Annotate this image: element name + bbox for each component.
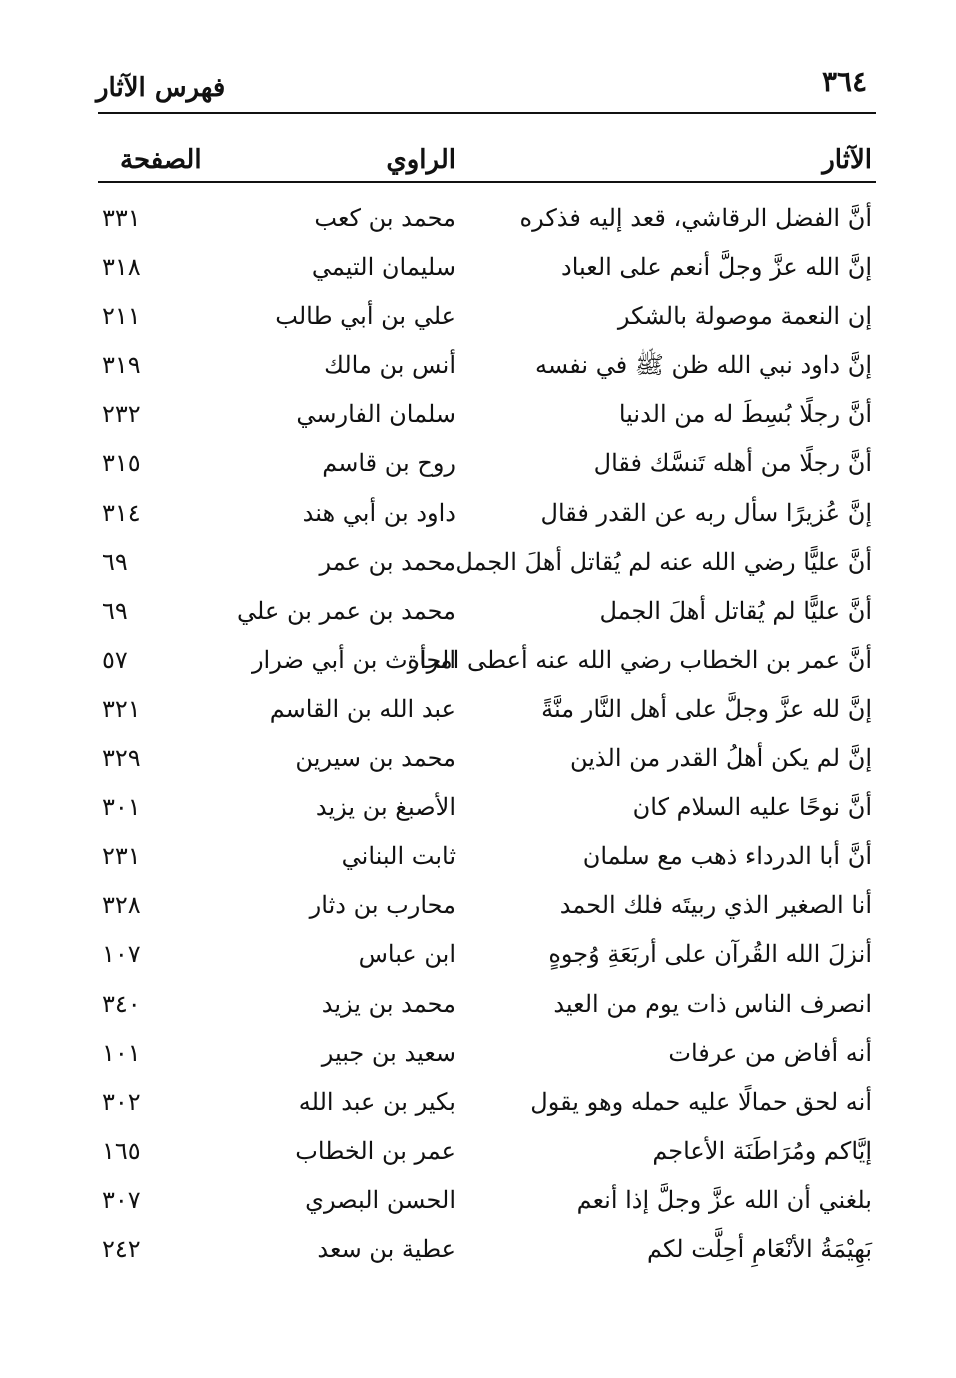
rawi-name: عبد الله بن القاسم: [269, 694, 456, 723]
rawi-name: الحارث بن أبي ضرار: [251, 645, 456, 674]
athar-text: إنَّ داود نبي الله ظن ﷺ في نفسه: [535, 351, 872, 380]
rawi-name: عطية بن سعد: [317, 1234, 456, 1263]
page-ref: ٣١٨: [102, 253, 141, 282]
athar-text: إنَّ الله عزَّ وجلَّ أنعم على العباد: [561, 253, 872, 282]
rawi-name: الحسن البصري: [305, 1185, 456, 1214]
page-ref: ٣١٩: [102, 351, 141, 380]
column-header-athar: الآثار: [822, 145, 872, 175]
athar-text: أنَّ الفضل الرقاشي، قعد إليه فذكره: [519, 204, 872, 232]
athar-text: بلغني أن الله عزَّ وجلَّ إذا أنعم: [576, 1185, 872, 1214]
page-ref: ٣٢٩: [102, 744, 141, 773]
rawi-name: ابن عباس: [358, 940, 456, 969]
athar-text: بَهِيْمَةُ الأنْعَامِ أحِلَّت لكم: [647, 1234, 872, 1263]
rawi-name: محمد بن عمر بن علي: [237, 596, 456, 625]
table-row: [0, 1131, 956, 1180]
athar-text: إن النعمة موصولة بالشكر: [617, 302, 872, 331]
rawi-name: عمر بن الخطاب: [295, 1136, 456, 1165]
page-ref: ٢٤٢: [102, 1234, 141, 1263]
athar-text: إيَّاكم ومُرَاطَنَة الأعاجم: [652, 1136, 872, 1165]
rawi-name: روح بن قاسم: [322, 449, 456, 478]
table-row: [0, 542, 956, 591]
page-ref: ٣٤٠: [102, 989, 141, 1018]
page-ref: ٢١١: [102, 302, 141, 331]
table-row: [0, 934, 956, 983]
rawi-name: سلمان الفارسي: [296, 400, 456, 429]
page-ref: ٣٠١: [102, 793, 141, 822]
page-ref: ٢٣١: [102, 842, 141, 871]
table-row: [0, 640, 956, 689]
athar-text: أنه لحق حمالًا عليه حمله وهو يقول: [530, 1087, 872, 1116]
column-header-rule: [98, 181, 876, 183]
table-row: [0, 247, 956, 296]
page-ref: ٦٩: [102, 547, 128, 576]
rawi-name: محمد بن عمر: [319, 547, 456, 576]
athar-text: انصرف الناس ذات يوم من العيد: [553, 989, 872, 1018]
table-row: [0, 443, 956, 492]
athar-text: إنَّ عُزيرًا سأل ربه عن القدر فقال: [540, 498, 872, 527]
page-ref: ٣٠٧: [102, 1185, 141, 1214]
athar-text: أنَّ نوحًا عليه السلام كان: [632, 793, 872, 822]
table-row: [0, 1229, 956, 1278]
athar-text: أنَّ أبا الدرداء ذهب مع سلمان: [582, 842, 872, 871]
rawi-name: محمد بن سيرين: [295, 744, 456, 773]
table-row: [0, 689, 956, 738]
page-ref: ١٠٧: [102, 940, 141, 969]
rawi-name: علي بن أبي طالب: [275, 302, 456, 331]
rawi-name: أنس بن مالك: [324, 351, 456, 380]
column-header-page: الصفحة: [120, 145, 202, 175]
table-row: [0, 1082, 956, 1131]
table-row: [0, 885, 956, 934]
rawi-name: محمد بن كعب: [314, 204, 456, 232]
athar-text: أنَّ رجلًا بُسِطَ له من الدنيا: [618, 400, 872, 429]
rawi-name: بكير بن عبد الله: [298, 1087, 456, 1116]
table-row: [0, 1033, 956, 1082]
table-row: [0, 493, 956, 542]
page-ref: ٣٠٢: [102, 1087, 141, 1116]
athar-text: أنَّ عليًّا لم يُقاتل أهلَ الجمل: [599, 596, 872, 625]
rawi-name: سليمان التيمي: [311, 253, 456, 282]
page-ref: ٣١٥: [102, 449, 141, 478]
header-rule: [98, 112, 876, 114]
table-row: [0, 1180, 956, 1229]
athar-text: أنا الصغير الذي ربيتَه فلك الحمد: [559, 891, 872, 920]
page-ref: ١٠١: [102, 1038, 141, 1067]
page-ref: ٣٣١: [102, 204, 141, 232]
page-ref: ١٦٥: [102, 1136, 141, 1165]
athar-text: أنَّ رجلًا من أهله تَنسَّك فقال: [593, 449, 872, 478]
table-row: [0, 836, 956, 885]
rawi-name: ثابت البناني: [341, 842, 456, 871]
rawi-name: الأصبغ بن يزيد: [315, 793, 456, 822]
athar-text: أنَّ عليًّا رضي الله عنه لم يُقاتل أهلَ الجمل: [455, 547, 872, 576]
athar-text: إنَّ لم يكن أهلُ القدر من الذين: [569, 744, 872, 773]
table-row: [0, 738, 956, 787]
page-ref: ٢٣٢: [102, 400, 141, 429]
rawi-name: داود بن أبي هند: [302, 498, 456, 527]
table-row: [0, 198, 956, 247]
page-ref: ٣٢١: [102, 694, 141, 723]
page-ref: ٣١٤: [102, 498, 141, 527]
athar-text: أنه أفاض من عرفات: [668, 1038, 872, 1067]
athar-text: أنزلَ الله القُرآن على أربَعَةِ وُجوهٍ: [548, 940, 872, 969]
athar-text: أنَّ عمر بن الخطاب رضي الله عنه أعطى امرأة: [407, 645, 872, 674]
page-ref: ٦٩: [102, 596, 128, 625]
table-row: [0, 394, 956, 443]
rawi-name: محمد بن يزيد: [321, 989, 456, 1018]
table-row: [0, 787, 956, 836]
table-row: [0, 296, 956, 345]
running-title: فهرس الآثار: [96, 73, 226, 103]
athar-text: إنَّ لله عزَّ وجلَّ على أهل النَّار منَّةً: [541, 694, 872, 723]
rawi-name: سعيد بن جبير: [321, 1038, 456, 1067]
column-header-rawi: الراوي: [386, 145, 456, 175]
table-row: [0, 345, 956, 394]
table-row: [0, 591, 956, 640]
page-ref: ٥٧: [102, 645, 128, 674]
index-table: [0, 198, 956, 1278]
page-ref: ٣٢٨: [102, 891, 141, 920]
page-number: ٣٦٤: [822, 65, 868, 98]
rawi-name: محارب بن دثار: [309, 891, 456, 920]
table-row: [0, 984, 956, 1033]
